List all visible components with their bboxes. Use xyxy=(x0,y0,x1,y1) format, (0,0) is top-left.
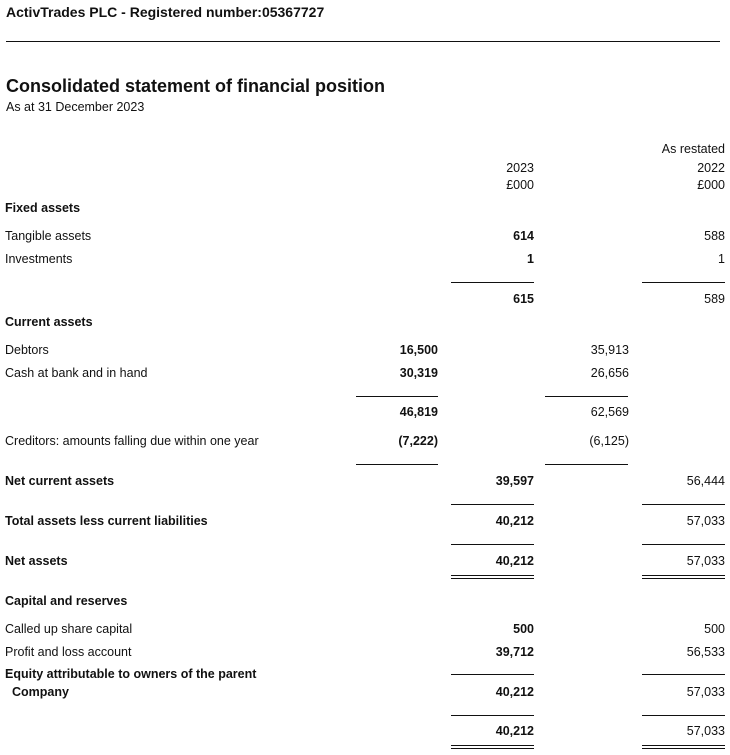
cash-2023: 30,319 xyxy=(399,366,438,380)
creditors-2022: (6,125) xyxy=(589,434,629,448)
section-current-assets: Current assets xyxy=(5,315,93,329)
section-fixed-assets: Fixed assets xyxy=(5,201,81,215)
net-current-rule-2022 xyxy=(642,504,725,505)
row-label-debtors: Debtors xyxy=(5,343,49,357)
net-assets-double-rule-2023 xyxy=(451,575,534,579)
total-assets-2022: 57,033 xyxy=(686,514,725,528)
col-2023-unit: £000 xyxy=(506,178,534,192)
total-assets-rule-2023 xyxy=(451,544,534,545)
grand-total-double-rule-2023 xyxy=(451,745,534,749)
investments-2023: 1 xyxy=(527,252,534,266)
current-subtotal-rule-2023 xyxy=(356,396,438,397)
current-assets-total-2022: 62,569 xyxy=(590,405,629,419)
creditors-2023: (7,222) xyxy=(398,434,438,448)
total-assets-rule-2022 xyxy=(642,544,725,545)
row-label-creditors: Creditors: amounts falling due within one year xyxy=(5,434,259,448)
header-divider xyxy=(6,41,720,42)
creditors-rule-2023 xyxy=(356,464,438,465)
grand-total-2023: 40,212 xyxy=(495,724,534,738)
grand-total-rule-2022 xyxy=(642,715,725,716)
col-2022-year: 2022 xyxy=(697,161,725,175)
page-title: Consolidated statement of financial position xyxy=(6,76,386,96)
tangible-assets-2023: 614 xyxy=(513,229,534,243)
cash-2022: 26,656 xyxy=(590,366,629,380)
row-label-equity-parent-line2: Company xyxy=(12,685,69,699)
equity-parent-2022: 57,033 xyxy=(686,685,725,699)
profit-loss-2022: 56,533 xyxy=(686,645,725,659)
debtors-2023: 16,500 xyxy=(399,343,438,357)
fixed-subtotal-rule-2022 xyxy=(642,282,725,283)
row-label-net-current-assets: Net current assets xyxy=(5,474,115,488)
row-label-profit-loss: Profit and loss account xyxy=(5,645,132,659)
row-label-cash: Cash at bank and in hand xyxy=(5,366,148,380)
equity-parent-2023: 40,212 xyxy=(495,685,534,699)
investments-2022: 1 xyxy=(718,252,725,266)
row-label-tangible-assets: Tangible assets xyxy=(5,229,92,243)
current-subtotal-rule-2022 xyxy=(545,396,628,397)
fixed-subtotal-rule-2023 xyxy=(451,282,534,283)
net-current-assets-2023: 39,597 xyxy=(495,474,534,488)
creditors-rule-2022 xyxy=(545,464,628,465)
row-label-total-assets: Total assets less current liabilities xyxy=(5,514,208,528)
net-assets-2022: 57,033 xyxy=(686,554,725,568)
profit-loss-2023: 39,712 xyxy=(495,645,534,659)
net-current-rule-2023 xyxy=(451,504,534,505)
grand-total-rule-2023 xyxy=(451,715,534,716)
row-label-equity-parent-line1: Equity attributable to owners of the parent xyxy=(5,667,257,681)
net-current-assets-2022: 56,444 xyxy=(686,474,725,488)
net-assets-2023: 40,212 xyxy=(495,554,534,568)
col-2022-unit: £000 xyxy=(697,178,725,192)
grand-total-2022: 57,033 xyxy=(686,724,725,738)
debtors-2022: 35,913 xyxy=(590,343,629,357)
row-label-share-capital: Called up share capital xyxy=(5,622,133,636)
equity-rule-2023 xyxy=(451,674,534,675)
col-2022-note: As restated xyxy=(661,142,725,156)
total-assets-2023: 40,212 xyxy=(495,514,534,528)
grand-total-double-rule-2022 xyxy=(642,745,725,749)
row-label-investments: Investments xyxy=(5,252,73,266)
share-capital-2023: 500 xyxy=(513,622,534,636)
current-assets-total-2023: 46,819 xyxy=(399,405,438,419)
row-label-net-assets: Net assets xyxy=(5,554,68,568)
page-subtitle: As at 31 December 2023 xyxy=(6,100,145,114)
col-2023-year: 2023 xyxy=(506,161,534,175)
equity-rule-2022 xyxy=(642,674,725,675)
section-capital-reserves: Capital and reserves xyxy=(5,594,128,608)
fixed-assets-total-2022: 589 xyxy=(704,292,725,306)
fixed-assets-total-2023: 615 xyxy=(513,292,534,306)
net-assets-double-rule-2022 xyxy=(642,575,725,579)
tangible-assets-2022: 588 xyxy=(704,229,725,243)
share-capital-2022: 500 xyxy=(704,622,725,636)
company-registration: ActivTrades PLC - Registered number:05367727 xyxy=(6,4,325,20)
